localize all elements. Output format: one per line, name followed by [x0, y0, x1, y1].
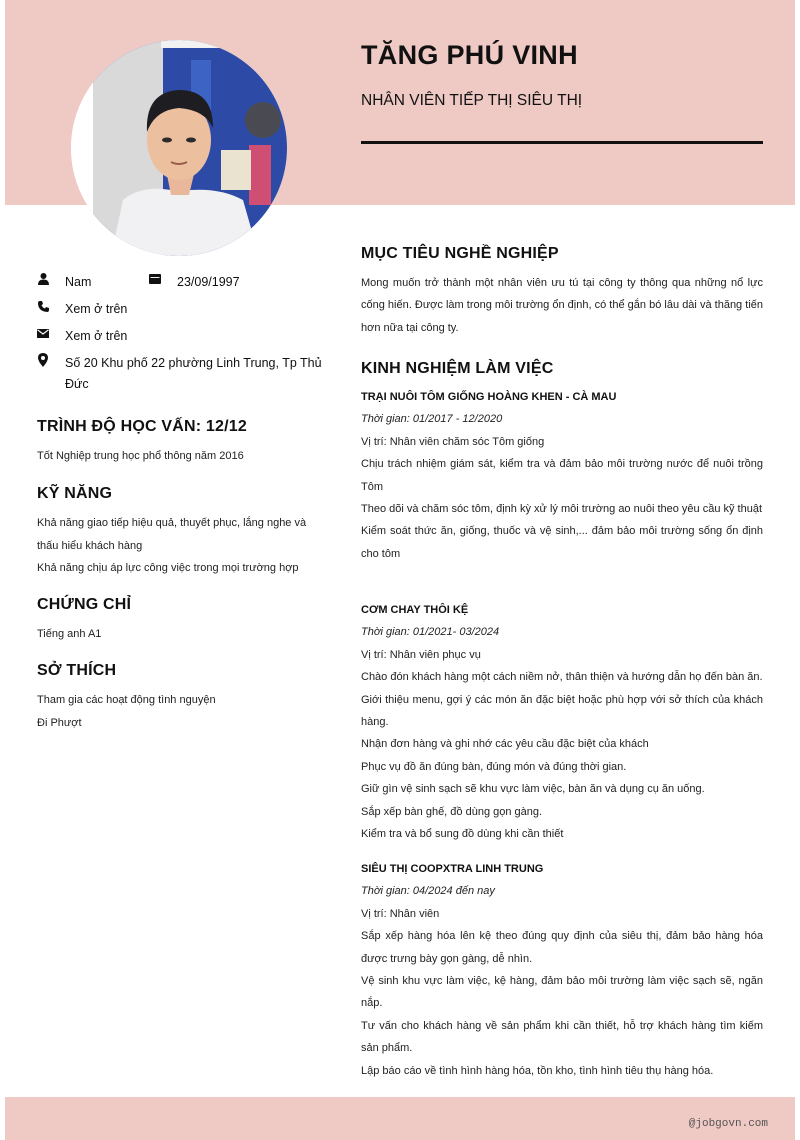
footer-band: [5, 1097, 795, 1140]
email-icon: [37, 326, 49, 340]
email-value: Xem ở trên: [65, 329, 128, 343]
job-company: TRẠI NUÔI TÔM GIỐNG HOÀNG KHEN - CÀ MAU: [361, 391, 617, 403]
footer-watermark: @jobgovn.com: [688, 1118, 768, 1130]
job-duty: Giữ gìn vệ sinh sạch sẽ khu vực làm việc, bàn ăn và dụng cụ ăn uống.: [361, 783, 705, 796]
job-duty: Kiểm tra và bổ sung đồ dùng khi cần thiết: [361, 828, 564, 841]
phone-value: Xem ở trên: [65, 302, 128, 316]
job-title: NHÂN VIÊN TIẾP THỊ SIÊU THỊ: [361, 92, 583, 109]
job-duty: Kiểm soát thức ăn, giống, thuốc và vệ sinh,... đảm bảo môi trường sống ổn định cho tôm: [361, 525, 763, 560]
job-company: SIÊU THỊ COOPXTRA LINH TRUNG: [361, 863, 544, 875]
education-heading: TRÌNH ĐỘ HỌC VẤN: 12/12: [37, 418, 247, 435]
skill-item: Khả năng chịu áp lực công việc trong mọi trường hợp: [37, 562, 299, 574]
job-entry: [361, 858, 763, 1082]
birthdate-value: 23/09/1997: [177, 275, 240, 289]
education-text: Tốt Nghiệp trung học phổ thông năm 2016: [37, 450, 244, 462]
person-icon: [37, 272, 49, 286]
gender-value: Nam: [65, 275, 92, 289]
job-duty: Chịu trách nhiệm giám sát, kiểm tra và đảm bảo môi trường nước để nuôi trồng Tôm: [361, 458, 763, 493]
job-entry: [361, 599, 763, 845]
objective-heading: MỤC TIÊU NGHỀ NGHIỆP: [361, 245, 559, 262]
job-duty: Lập báo cáo về tình hình hàng hóa, tồn kho, tình hình tiêu thụ hàng hóa.: [361, 1064, 714, 1077]
calendar-icon: [149, 272, 161, 286]
job-duty: Theo dõi và chăm sóc tôm, định kỳ xử lý môi trường ao nuôi theo yêu cầu kỹ thuật: [361, 503, 763, 516]
job-period: Thời gian: 04/2024 đến nay: [361, 885, 495, 898]
email-row: [37, 326, 127, 347]
address-value: Số 20 Khu phố 22 phường Linh Trung, Tp Thủ Đức: [65, 356, 322, 391]
job-entry: [361, 386, 763, 565]
hobby-item: Đi Phượt: [37, 716, 82, 729]
phone-row: [37, 299, 127, 320]
skills-heading: KỸ NĂNG: [37, 485, 113, 502]
job-duty: Vị trí: Nhân viên phục vụ: [361, 648, 481, 661]
phone-icon: [37, 299, 49, 313]
skill-item: Khả năng giao tiếp hiệu quả, thuyết phục, lắng nghe và thấu hiểu khách hàng: [37, 517, 307, 552]
hobbies-heading: SỞ THÍCH: [37, 662, 117, 679]
job-duty: Vệ sinh khu vực làm việc, kệ hàng, đảm bảo môi trường làm việc sạch sẽ, ngăn nắp.: [361, 975, 763, 1010]
job-duty: Giới thiệu menu, gợi ý các món ăn đặc biệt hoặc phù hợp với sở thích của khách hàng.: [361, 693, 763, 729]
objective-text: Mong muốn trở thành một nhân viên ưu tú tại công ty thông qua những nổ lực cống hiến. Được làm trong môi trường ổn định, có thể gắn bó lâu dài và thăng tiến hơn nữa tại công ty.: [361, 277, 763, 334]
job-duty: Sắp xếp hàng hóa lên kệ theo đúng quy định của siêu thị, đảm bảo hàng hóa được trưng bày gọn gàng, dễ nhìn.: [361, 930, 763, 965]
experience-heading: KINH NGHIỆM LÀM VIỆC: [361, 360, 554, 377]
certificate-item: Tiếng anh A1: [37, 628, 102, 640]
job-period: Thời gian: 01/2017 - 12/2020: [361, 413, 503, 426]
title-divider: [361, 141, 763, 144]
skills-list: [37, 512, 327, 580]
location-pin-icon: [37, 353, 49, 367]
cv-page: [5, 0, 795, 1140]
candidate-name: TĂNG PHÚ VINH: [361, 40, 578, 70]
hobby-item: Tham gia các hoạt động tình nguyện: [37, 694, 216, 706]
job-duty: Phục vụ đồ ăn đúng bàn, đúng món và đúng thời gian.: [361, 760, 627, 773]
certificates-heading: CHỨNG CHỈ: [37, 596, 132, 613]
job-duty: Nhận đơn hàng và ghi nhớ các yêu cầu đặc biệt của khách: [361, 738, 649, 751]
job-duty: Vị trí: Nhân viên chăm sóc Tôm giống: [361, 435, 545, 448]
job-duty: Vị trí: Nhân viên: [361, 907, 440, 920]
job-company: CƠM CHAY THÔI KỆ: [361, 604, 469, 616]
job-duty: Chào đón khách hàng một cách niềm nở, thân thiện và hướng dẫn họ đến bàn ăn.: [361, 671, 763, 684]
hobbies-list: [37, 689, 327, 734]
job-duty: Sắp xếp bàn ghế, đồ dùng gọn gàng.: [361, 805, 543, 818]
address-row: [37, 353, 337, 395]
profile-photo: [71, 40, 287, 256]
gender-row: [37, 272, 240, 293]
job-period: Thời gian: 01/2021- 03/2024: [361, 626, 500, 639]
job-duty: Tư vấn cho khách hàng về sản phẩm khi cần thiết, hỗ trợ khách hàng tìm kiếm sản phẩm.: [361, 1019, 763, 1055]
